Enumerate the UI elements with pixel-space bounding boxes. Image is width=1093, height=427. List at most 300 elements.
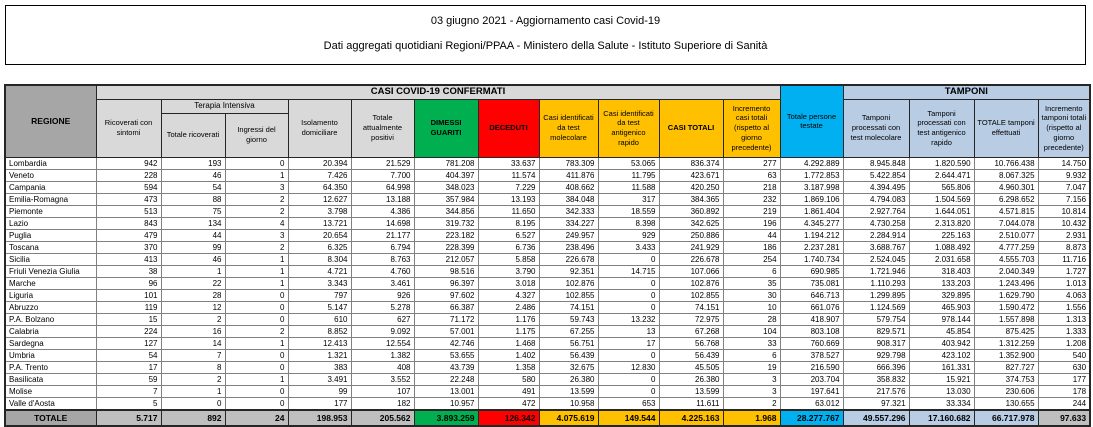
value-cell: 33 [723,337,780,349]
value-cell: 134 [161,217,225,229]
value-cell: 513 [96,205,161,217]
value-cell: 8.852 [288,325,351,337]
value-cell: 1.176 [478,313,539,325]
region-name-cell: P.A. Trento [5,361,96,373]
value-cell: 4.794.083 [843,193,909,205]
value-cell: 1 [225,253,288,265]
value-cell: 45.854 [909,325,974,337]
region-name-cell: Molise [5,385,96,397]
value-cell: 8.945.848 [843,157,909,169]
value-cell: 403.942 [909,337,974,349]
value-cell: 1 [161,265,225,277]
value-cell: 408 [351,361,414,373]
report-title-line2: Dati aggregati quotidiani Regioni/PPAA - Ministero della Salute - Istituto Superiore di Sanità [323,40,768,52]
value-cell: 929 [598,229,659,241]
value-cell: 107.066 [659,265,723,277]
report-title-box [5,5,1086,65]
value-cell: 177 [1038,373,1090,385]
value-cell: 13.030 [909,385,974,397]
value-cell: 491 [478,385,539,397]
value-cell: 1.820.590 [909,157,974,169]
value-cell: 14.750 [1038,157,1090,169]
region-name-cell: Friuli Venezia Giulia [5,265,96,277]
value-cell: 56.439 [539,349,598,361]
value-cell: 4.960.301 [974,181,1038,193]
value-cell: 99 [161,241,225,253]
value-cell: 13.599 [539,385,598,397]
value-cell: 1.208 [1038,337,1090,349]
value-cell: 13.232 [598,313,659,325]
value-cell: 4.386 [351,205,414,217]
value-cell: 182 [351,397,414,410]
value-cell: 59.743 [539,313,598,325]
value-cell: 829.571 [843,325,909,337]
value-cell: 827.727 [974,361,1038,373]
value-cell: 666.396 [843,361,909,373]
value-cell: 418.907 [780,313,843,325]
value-cell: 92.351 [539,265,598,277]
value-cell: 228 [96,169,161,181]
value-cell: 3.433 [598,241,659,253]
value-cell: 978.144 [909,313,974,325]
value-cell: 1.333 [1038,325,1090,337]
column-header-deceduti: DECEDUTI [478,99,539,157]
value-cell: 1.110.293 [843,277,909,289]
value-cell: 96 [96,277,161,289]
value-cell: 53.655 [414,349,478,361]
value-cell: 1.772.853 [780,169,843,181]
value-cell: 7 [96,385,161,397]
value-cell: 130.655 [974,397,1038,410]
value-cell: 0 [225,313,288,325]
value-cell: 5.147 [288,301,351,313]
total-row [5,410,1090,426]
value-cell: 357.984 [414,193,478,205]
value-cell: 7.156 [1038,193,1090,205]
value-cell: 67.255 [539,325,598,337]
value-cell: 4 [225,217,288,229]
value-cell: 690.985 [780,265,843,277]
value-cell: 33.637 [478,157,539,169]
value-cell: 11.588 [598,181,659,193]
value-cell: 212.057 [414,253,478,265]
value-cell: 2 [225,205,288,217]
region-name-cell: Umbria [5,349,96,361]
total-value-cell: 17.160.682 [909,410,974,426]
value-cell: 97.602 [414,289,478,301]
value-cell: 942 [96,157,161,169]
column-header-tamponi-molecolare: Tamponi processati con test molecolare [843,99,909,157]
column-header-totale-attualmente-positivi: Totale attualmente positivi [351,99,414,157]
value-cell: 579.754 [843,313,909,325]
value-cell: 32.675 [539,361,598,373]
value-cell: 11.795 [598,169,659,181]
value-cell: 26.380 [659,373,723,385]
value-cell: 54 [161,181,225,193]
total-value-cell: 149.544 [598,410,659,426]
value-cell: 15.921 [909,373,974,385]
column-header-totale-ricoverati: Totale ricoverati [161,113,225,157]
total-value-cell: 3.893.259 [414,410,478,426]
value-cell: 1.861.404 [780,205,843,217]
value-cell: 1.402 [478,349,539,361]
value-cell: 161.331 [909,361,974,373]
value-cell: 630 [1038,361,1090,373]
value-cell: 4.345.277 [780,217,843,229]
value-cell: 540 [1038,349,1090,361]
value-cell: 1 [225,265,288,277]
value-cell: 0 [225,289,288,301]
value-cell: 1.382 [351,349,414,361]
value-cell: 74.151 [539,301,598,313]
value-cell: 580 [478,373,539,385]
value-cell: 7.426 [288,169,351,181]
value-cell: 10.814 [1038,205,1090,217]
value-cell: 28 [723,313,780,325]
value-cell: 223.182 [414,229,478,241]
region-name-cell: P.A. Bolzano [5,313,96,325]
value-cell: 1 [225,277,288,289]
value-cell: 3 [723,385,780,397]
value-cell: 329.895 [909,289,974,301]
value-cell: 11.650 [478,205,539,217]
value-cell: 4.394.495 [843,181,909,193]
value-cell: 4.760 [351,265,414,277]
value-cell: 99 [288,385,351,397]
value-cell: 610 [288,313,351,325]
value-cell: 193 [161,157,225,169]
value-cell: 0 [598,349,659,361]
value-cell: 8.304 [288,253,351,265]
group-header-terapia-intensiva: Terapia Intensiva [161,99,288,113]
value-cell: 133.203 [909,277,974,289]
value-cell: 15 [96,313,161,325]
value-cell: 4.063 [1038,289,1090,301]
value-cell: 370 [96,241,161,253]
value-cell: 10.432 [1038,217,1090,229]
value-cell: 0 [598,277,659,289]
value-cell: 12.413 [288,337,351,349]
value-cell: 2.284.914 [843,229,909,241]
value-cell: 760.669 [780,337,843,349]
column-header-casi-test-antigenico: Casi identificati da test antigenico rapido [598,99,659,157]
table-row [5,169,1090,181]
region-name-cell: Valle d'Aosta [5,397,96,410]
value-cell: 14.698 [351,217,414,229]
value-cell: 203.704 [780,373,843,385]
value-cell: 2.313.820 [909,217,974,229]
value-cell: 0 [598,373,659,385]
value-cell: 13.721 [288,217,351,229]
total-value-cell: 4.075.619 [539,410,598,426]
value-cell: 177 [288,397,351,410]
value-cell: 14.715 [598,265,659,277]
value-cell: 56.751 [539,337,598,349]
value-cell: 107 [351,385,414,397]
table-header [5,85,1090,157]
value-cell: 3 [225,229,288,241]
column-header-regione: REGIONE [5,85,96,157]
value-cell: 653 [598,397,659,410]
group-header-tamponi: TAMPONI [843,85,1090,99]
total-value-cell: 126.342 [478,410,539,426]
total-value-cell: 198.953 [288,410,351,426]
column-header-casi-test-molecolare: Casi identificati da test molecolare [539,99,598,157]
column-header-totale-persone-testate: Totale persone testate [780,85,843,157]
value-cell: 43.739 [414,361,478,373]
total-value-cell: 1.968 [723,410,780,426]
value-cell: 1.175 [478,325,539,337]
value-cell: 13.193 [478,193,539,205]
table-row [5,229,1090,241]
value-cell: 1.313 [1038,313,1090,325]
value-cell: 10 [723,301,780,313]
value-cell: 127 [96,337,161,349]
value-cell: 2.927.764 [843,205,909,217]
value-cell: 250.886 [659,229,723,241]
value-cell: 4.292.889 [780,157,843,169]
column-header-incremento-casi: Incremento casi totali (rispetto al giorno precedente) [723,99,780,157]
value-cell: 0 [225,349,288,361]
value-cell: 661.076 [780,301,843,313]
table-body [5,157,1090,410]
value-cell: 2 [225,325,288,337]
value-cell: 186 [723,241,780,253]
value-cell: 3.343 [288,277,351,289]
value-cell: 4.571.815 [974,205,1038,217]
value-cell: 6.527 [478,229,539,241]
value-cell: 4.327 [478,289,539,301]
value-cell: 472 [478,397,539,410]
total-value-cell: 49.557.296 [843,410,909,426]
table-row [5,385,1090,397]
value-cell: 360.892 [659,205,723,217]
value-cell: 13.001 [414,385,478,397]
value-cell: 565.806 [909,181,974,193]
value-cell: 72.975 [659,313,723,325]
value-cell: 479 [96,229,161,241]
value-cell: 0 [598,289,659,301]
value-cell: 38 [96,265,161,277]
value-cell: 3.552 [351,373,414,385]
value-cell: 411.876 [539,169,598,181]
value-cell: 59 [96,373,161,385]
value-cell: 104 [723,325,780,337]
table-row [5,325,1090,337]
region-name-cell: Liguria [5,289,96,301]
value-cell: 5.422.854 [843,169,909,181]
value-cell: 1.721.946 [843,265,909,277]
value-cell: 1.358 [478,361,539,373]
value-cell: 2 [161,313,225,325]
value-cell: 1 [161,385,225,397]
total-value-cell: 28.277.767 [780,410,843,426]
value-cell: 1 [225,373,288,385]
total-value-cell: 66.717.978 [974,410,1038,426]
value-cell: 384.048 [539,193,598,205]
value-cell: 14 [161,337,225,349]
value-cell: 241.929 [659,241,723,253]
value-cell: 3.790 [478,265,539,277]
value-cell: 217.576 [843,385,909,397]
value-cell: 102.876 [539,277,598,289]
value-cell: 66.387 [414,301,478,313]
value-cell: 21.529 [351,157,414,169]
value-cell: 102.855 [539,289,598,301]
value-cell: 45.505 [659,361,723,373]
value-cell: 318.403 [909,265,974,277]
value-cell: 384.365 [659,193,723,205]
total-value-cell: 205.562 [351,410,414,426]
covid-data-table [4,84,1091,427]
value-cell: 63.012 [780,397,843,410]
value-cell: 1 [225,169,288,181]
column-header-ingressi-del-giorno: Ingressi del giorno [225,113,288,157]
region-name-cell: Sicilia [5,253,96,265]
value-cell: 7.229 [478,181,539,193]
region-name-cell: Calabria [5,325,96,337]
value-cell: 22.248 [414,373,478,385]
value-cell: 71.172 [414,313,478,325]
value-cell: 8.763 [351,253,414,265]
table-row [5,277,1090,289]
value-cell: 0 [225,361,288,373]
value-cell: 317 [598,193,659,205]
value-cell: 1.557.898 [974,313,1038,325]
value-cell: 10.958 [539,397,598,410]
value-cell: 75 [161,205,225,217]
region-name-cell: Toscana [5,241,96,253]
value-cell: 13.599 [659,385,723,397]
value-cell: 929.798 [843,349,909,361]
value-cell: 20.394 [288,157,351,169]
region-name-cell: Lazio [5,217,96,229]
value-cell: 6 [723,349,780,361]
value-cell: 465.903 [909,301,974,313]
region-name-cell: Emilia-Romagna [5,193,96,205]
value-cell: 3.461 [351,277,414,289]
value-cell: 57.001 [414,325,478,337]
value-cell: 2 [225,193,288,205]
column-header-casi-totali: CASI TOTALI [659,99,723,157]
value-cell: 11.574 [478,169,539,181]
value-cell: 358.832 [843,373,909,385]
value-cell: 88 [161,193,225,205]
value-cell: 319.732 [414,217,478,229]
value-cell: 1.299.895 [843,289,909,301]
value-cell: 12 [161,301,225,313]
value-cell: 0 [225,301,288,313]
value-cell: 1.727 [1038,265,1090,277]
value-cell: 6.794 [351,241,414,253]
value-cell: 5.278 [351,301,414,313]
value-cell: 1.194.212 [780,229,843,241]
value-cell: 0 [225,157,288,169]
value-cell: 64.350 [288,181,351,193]
table-row [5,265,1090,277]
value-cell: 843 [96,217,161,229]
value-cell: 408.662 [539,181,598,193]
value-cell: 1.629.790 [974,289,1038,301]
value-cell: 225.163 [909,229,974,241]
report-title-line1: 03 giugno 2021 - Aggiornamento casi Covid-19 [430,15,661,27]
table-row [5,313,1090,325]
column-header-totale-tamponi: TOTALE tamponi effettuati [974,99,1038,157]
value-cell: 926 [351,289,414,301]
value-cell: 10.766.438 [974,157,1038,169]
value-cell: 197.641 [780,385,843,397]
value-cell: 7 [161,349,225,361]
value-cell: 1.740.734 [780,253,843,265]
total-value-cell: 892 [161,410,225,426]
value-cell: 4.721 [288,265,351,277]
total-value-cell: 97.633 [1038,410,1090,426]
value-cell: 238.496 [539,241,598,253]
value-cell: 16 [161,325,225,337]
value-cell: 404.397 [414,169,478,181]
value-cell: 5 [96,397,161,410]
value-cell: 244 [1038,397,1090,410]
value-cell: 8 [161,361,225,373]
value-cell: 219 [723,205,780,217]
value-cell: 1.590.472 [974,301,1038,313]
value-cell: 344.856 [414,205,478,217]
value-cell: 44 [723,229,780,241]
table-row [5,361,1090,373]
table-row [5,181,1090,193]
table-row [5,373,1090,385]
table-row [5,205,1090,217]
table-row [5,193,1090,205]
value-cell: 4.730.258 [843,217,909,229]
value-cell: 3.018 [478,277,539,289]
value-cell: 11.611 [659,397,723,410]
value-cell: 249.957 [539,229,598,241]
value-cell: 30 [723,289,780,301]
value-cell: 277 [723,157,780,169]
value-cell: 8.195 [478,217,539,229]
value-cell: 28 [161,289,225,301]
value-cell: 334.227 [539,217,598,229]
value-cell: 64.998 [351,181,414,193]
value-cell: 3 [723,373,780,385]
value-cell: 1.556 [1038,301,1090,313]
value-cell: 1.124.569 [843,301,909,313]
column-header-isolamento-domiciliare: Isolamento domiciliare [288,99,351,157]
total-value-cell: 24 [225,410,288,426]
value-cell: 102.855 [659,289,723,301]
value-cell: 35 [723,277,780,289]
value-cell: 8.067.325 [974,169,1038,181]
value-cell: 908.317 [843,337,909,349]
value-cell: 10.957 [414,397,478,410]
region-name-cell: Piemonte [5,205,96,217]
value-cell: 33.334 [909,397,974,410]
table-footer [5,410,1090,426]
value-cell: 226.678 [659,253,723,265]
value-cell: 797 [288,289,351,301]
table-row [5,301,1090,313]
region-name-cell: Lombardia [5,157,96,169]
value-cell: 1.504.569 [909,193,974,205]
value-cell: 1.243.496 [974,277,1038,289]
value-cell: 6.298.652 [974,193,1038,205]
value-cell: 8.873 [1038,241,1090,253]
region-name-cell: Puglia [5,229,96,241]
value-cell: 4.777.259 [974,241,1038,253]
value-cell: 836.374 [659,157,723,169]
value-cell: 3.688.767 [843,241,909,253]
